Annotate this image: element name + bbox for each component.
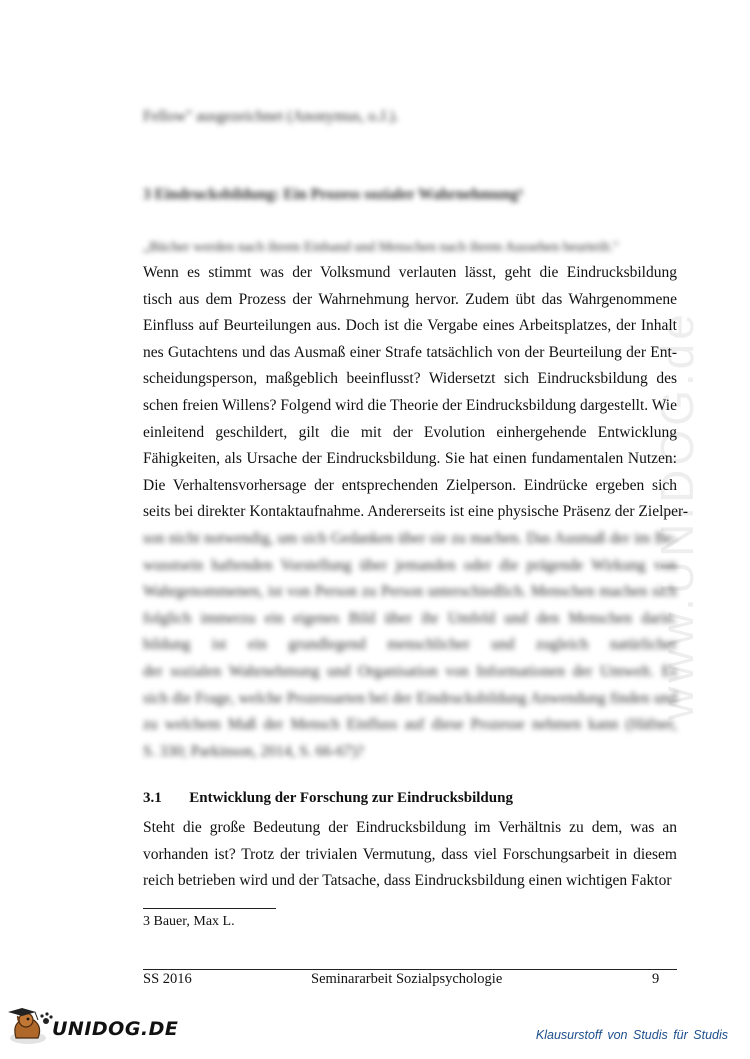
footer-divider [143, 969, 677, 970]
text-line: nes Gutachtens und das Ausmaß einer Strafe tatsächlich von der Beurteilung der Ent- [143, 343, 677, 361]
text-line: tisch aus dem Prozess der Wahrnehmung hervor. Zudem übt das Wahrgenommene [143, 290, 677, 308]
page-number: 9 [652, 971, 660, 987]
text-line: vorhanden ist? Trotz der trivialen Vermutung, dass viel Forschungsarbeit in diesem [143, 845, 677, 863]
text-line: schen freien Willens? Folgend wird die Theorie der Eindrucksbildung dargestellt. Wie [143, 397, 677, 414]
section-heading: 3 Eindrucksbildung: Ein Prozess sozialer Wahrnehmung³ [143, 186, 523, 203]
subsection-heading [143, 790, 513, 807]
text-line: wusstsein haftenden Vorstellung über jemanden oder die prägende Wirkung von [143, 556, 677, 574]
text-line: Einfluss auf Beurteilungen aus. Doch ist die Vergabe eines Arbeitsplatzes, der Inhalt [143, 317, 677, 335]
text-line: bildung ist ein grundlegend menschlicher und zugleich natürlicher [143, 636, 677, 654]
text-line: Wahrgenommenen, ist von Person zu Person unterschiedlich. Menschen machen sich [143, 583, 677, 601]
text-line: zu welchem Maß der Mensch Einfluss auf diese Prozesse nehmen kann (Häfner, [143, 716, 677, 734]
text-line: der sozialen Wahrnehmung und Organisation von Informationen der Umwelt. Es [143, 663, 677, 680]
text-line: Die Verhaltensvorhersage der entsprechenden Zielperson. Eindrücke ergeben sich [143, 476, 677, 494]
text-line: reich betrieben wird und der Tatsache, dass Eindrucksbildung einen wichtigen Faktor [143, 872, 672, 890]
text-line: Wenn es stimmt was der Volksmund verlauten lässt, geht die Eindrucksbildung [143, 264, 677, 281]
previous-text-line: Fellow" ausgezeichnet (Anonymus, o.J.). [143, 108, 399, 125]
footer-title: Seminararbeit Sozialpsychologie [311, 971, 503, 987]
text-line: sich die Frage, welche Prozessarten bei der Eindrucksbildung Anwendung finden und [143, 689, 677, 707]
text-line: scheidungsperson, maßgeblich beeinflusst? Widersetzt sich Eindrucksbildung des [143, 370, 677, 388]
text-line: S. 330; Parkinson, 2014, S. 66-67)? [143, 742, 364, 760]
watermark: www.UNIDOG.de [651, 310, 703, 720]
text-line: einleitend geschildert, gilt die mit der Evolution einhergehende Entwicklung [143, 423, 677, 441]
footnote: 3 Bauer, Max L. [143, 914, 235, 929]
subsection-number: 3.1 [143, 790, 162, 806]
footnote-divider [143, 908, 276, 909]
text-line: Steht die große Bedeutung der Eindrucksbildung im Verhältnis zu dem, was an [143, 819, 677, 836]
text-line: folglich immerzu ein eigenes Bild über ihr Umfeld und den Menschen darin. [143, 609, 677, 627]
subsection-title: Entwicklung der Forschung zur Eindrucksbildung [189, 790, 513, 806]
text-line: Fähigkeiten, als Ursache der Eindrucksbildung. Sie hat einen fundamentalen Nutzen: [143, 450, 677, 468]
tagline: Klausurstoff von Studis für Studis [535, 1028, 728, 1042]
text-line: seits bei direkter Kontaktaufnahme. Andererseits ist eine physische Präsenz der Zielper- [143, 503, 689, 521]
logo-text: UNIDOG.DE [52, 1018, 179, 1040]
text-line: son nicht notwendig, um sich Gedanken über sie zu machen. Das Ausmaß der im Be- [143, 530, 677, 547]
quote-line: „Bücher werden nach ihrem Einband und Menschen nach ihrem Aussehen beurteilt." [143, 240, 619, 255]
footer-semester: SS 2016 [143, 971, 192, 987]
